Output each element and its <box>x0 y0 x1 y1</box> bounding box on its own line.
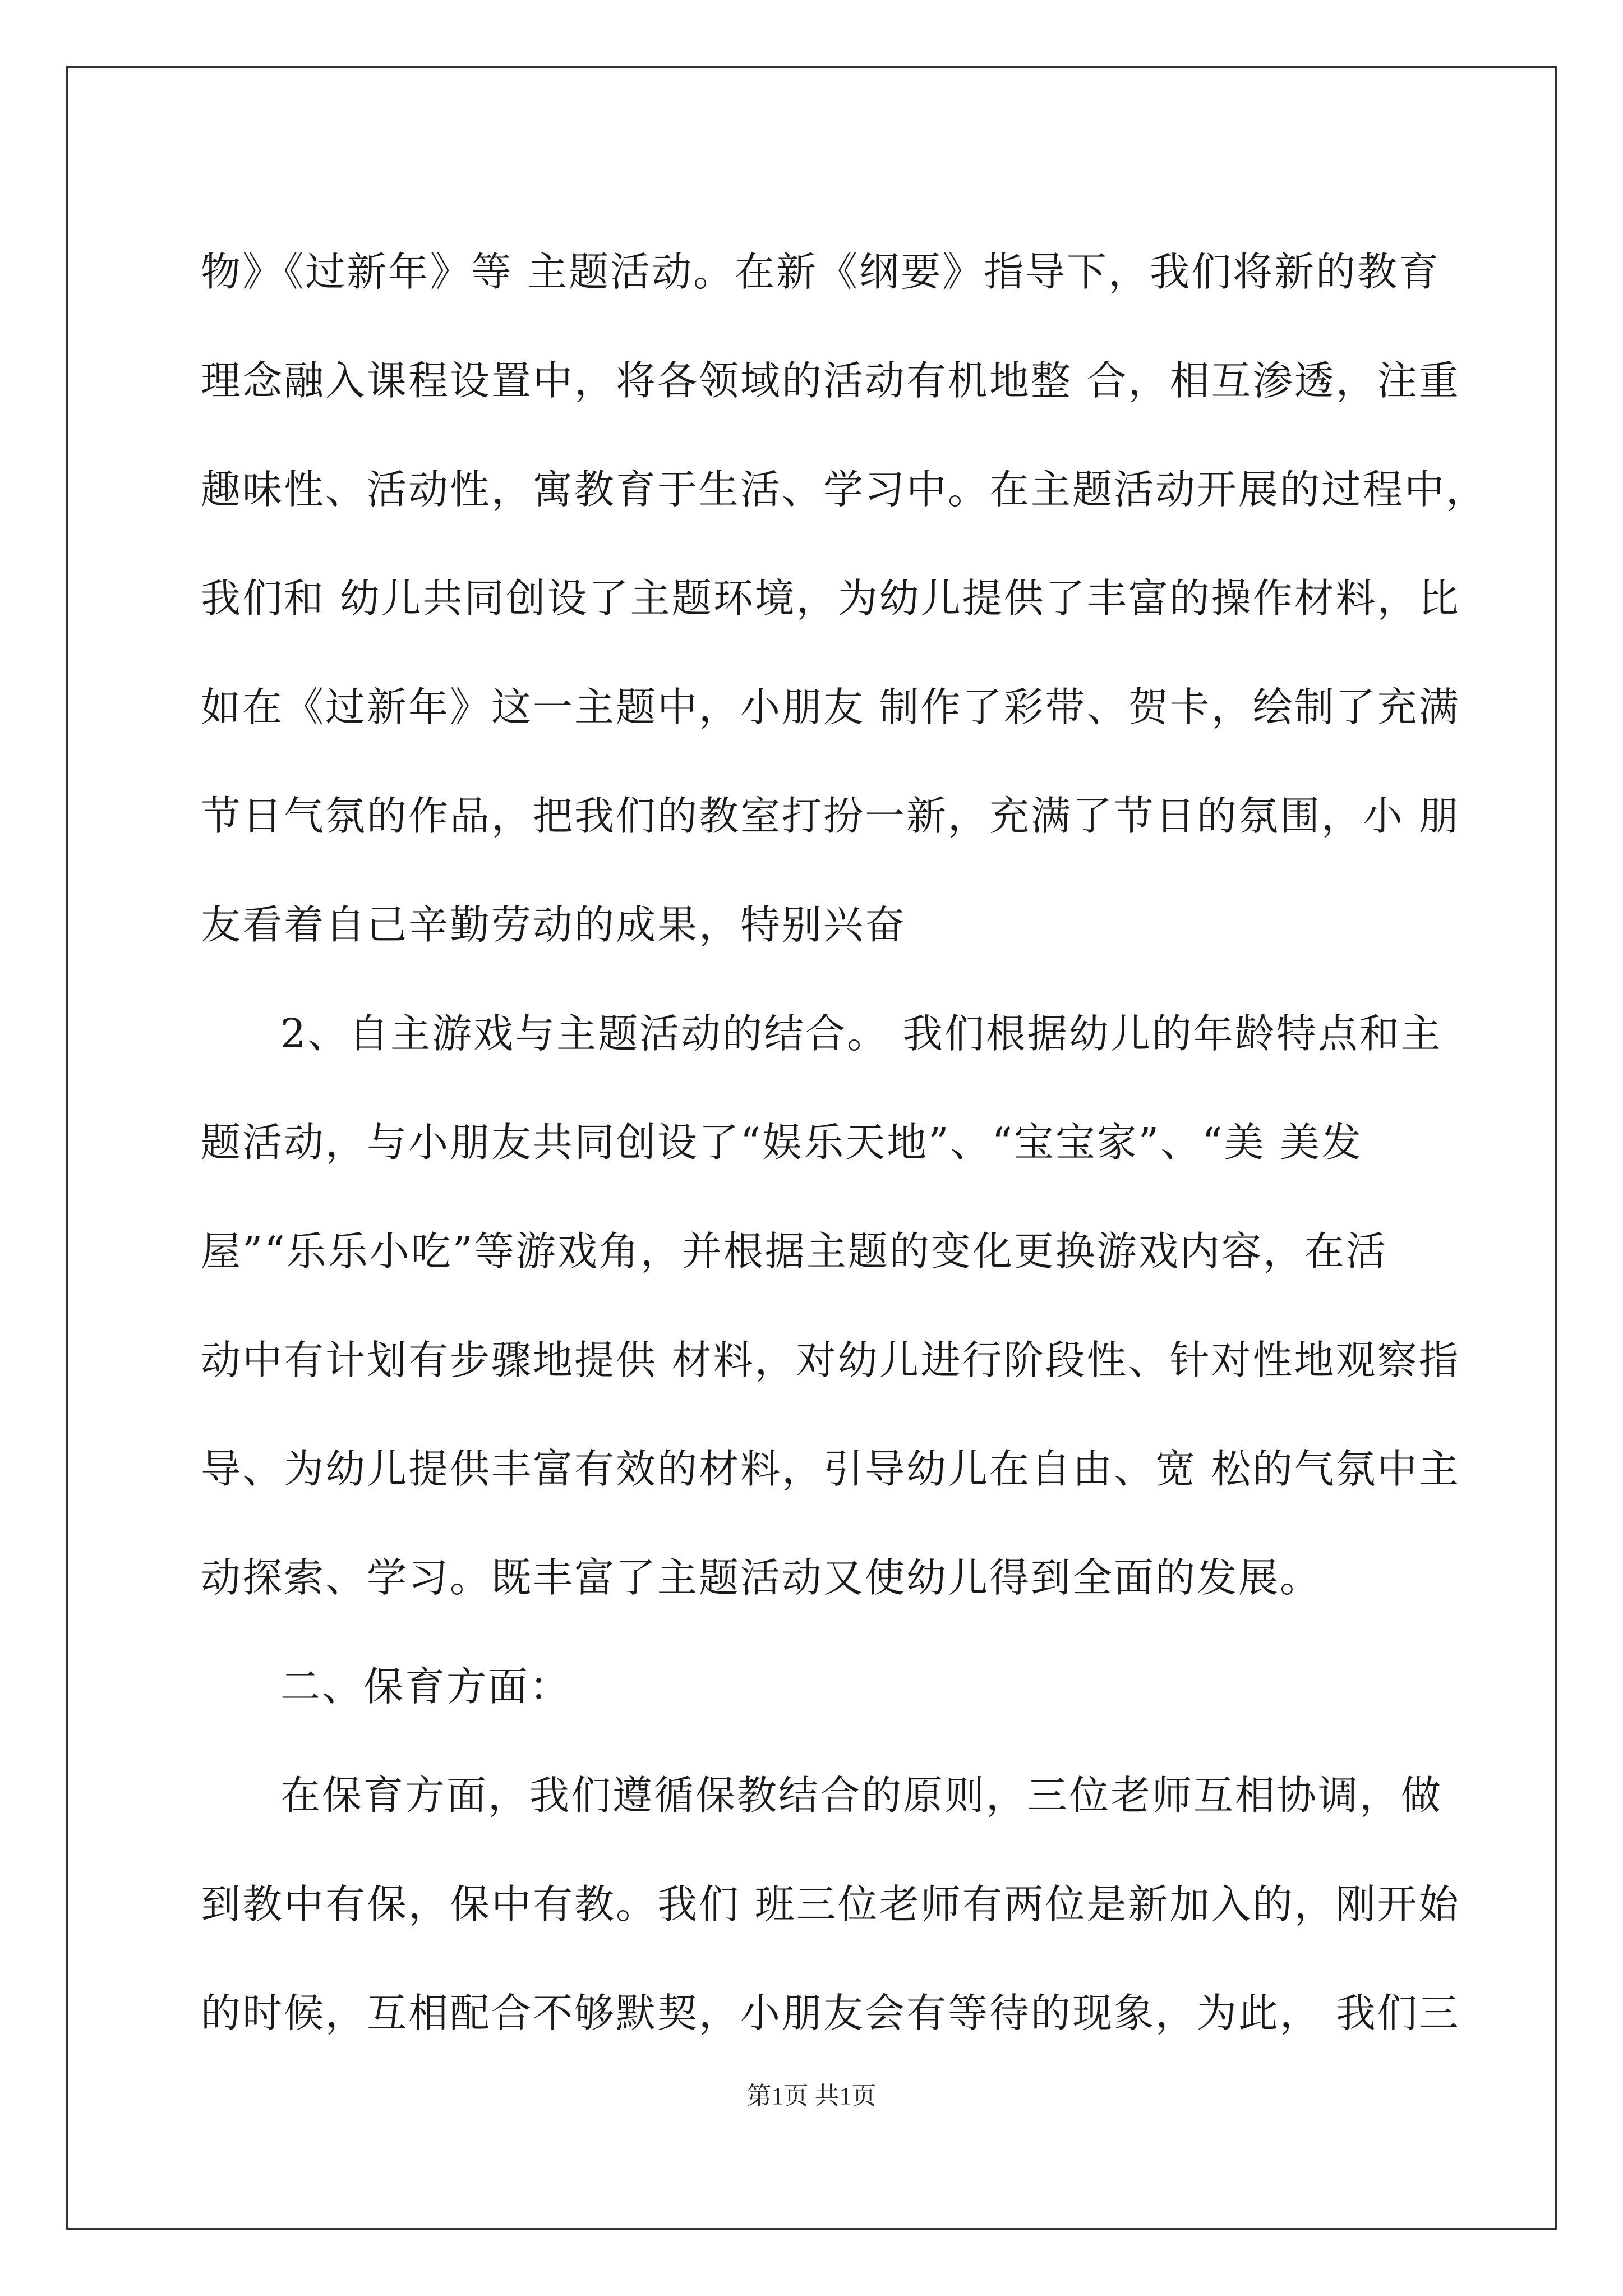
section-heading: 二、保育方面： <box>280 1663 571 1710</box>
text-line: 导、为幼儿提供丰富有效的材料，引导幼儿在自由、宽 松的气氛中主 <box>201 1446 1460 1492</box>
paragraph-start-line: 2、自主游戏与主题活动的结合。 我们根据幼儿的年龄特点和主 <box>280 1010 1442 1057</box>
text-line: 物》《过新年》等 主题活动。在新《纲要》指导下，我们将新的教育 <box>201 249 1441 295</box>
text-line: 的时候，互相配合不够默契，小朋友会有等待的现象，为此， 我们三 <box>201 1990 1460 2036</box>
document-body <box>201 218 1488 2068</box>
text-line: 题活动，与小朋友共同创设了“娱乐天地”、“宝宝家”、“美 美发 <box>201 1119 1363 1166</box>
text-line: 友看着自己辛勤劳动的成果，特别兴奋 <box>201 901 907 948</box>
text-line: 理念融入课程设置中，将各领域的活动有机地整 合，相互渗透，注重 <box>201 357 1460 404</box>
text-line: 屋”“乐乐小吃”等游戏角，并根据主题的变化更换游戏内容，在活 <box>201 1228 1387 1274</box>
text-line: 趣味性、活动性，寓教育于生活、学习中。在主题活动开展的过程中， <box>201 466 1488 513</box>
text-line: 如在《过新年》这一主题中，小朋友 制作了彩带、贺卡，绘制了充满 <box>201 684 1460 730</box>
text-line: 我们和 幼儿共同创设了主题环境，为幼儿提供了丰富的操作材料，比 <box>201 575 1460 622</box>
text-line: 动中有计划有步骤地提供 材料，对幼儿进行阶段性、针对性地观察指 <box>201 1337 1460 1383</box>
text-line: 到教中有保，保中有教。我们 班三位老师有两位是新加入的，刚开始 <box>201 1881 1460 1927</box>
text-line: 动探索、学习。既丰富了主题活动又使幼儿得到全面的发展。 <box>201 1554 1322 1601</box>
text-line: 节日气氛的作品，把我们的教室打扮一新，充满了节日的氛围，小 朋 <box>201 793 1460 839</box>
page-number-footer: 第1页 共1页 <box>746 2082 877 2110</box>
paragraph-start-line: 在保育方面，我们遵循保教结合的原则，三位老师互相协调，做 <box>280 1772 1443 1819</box>
